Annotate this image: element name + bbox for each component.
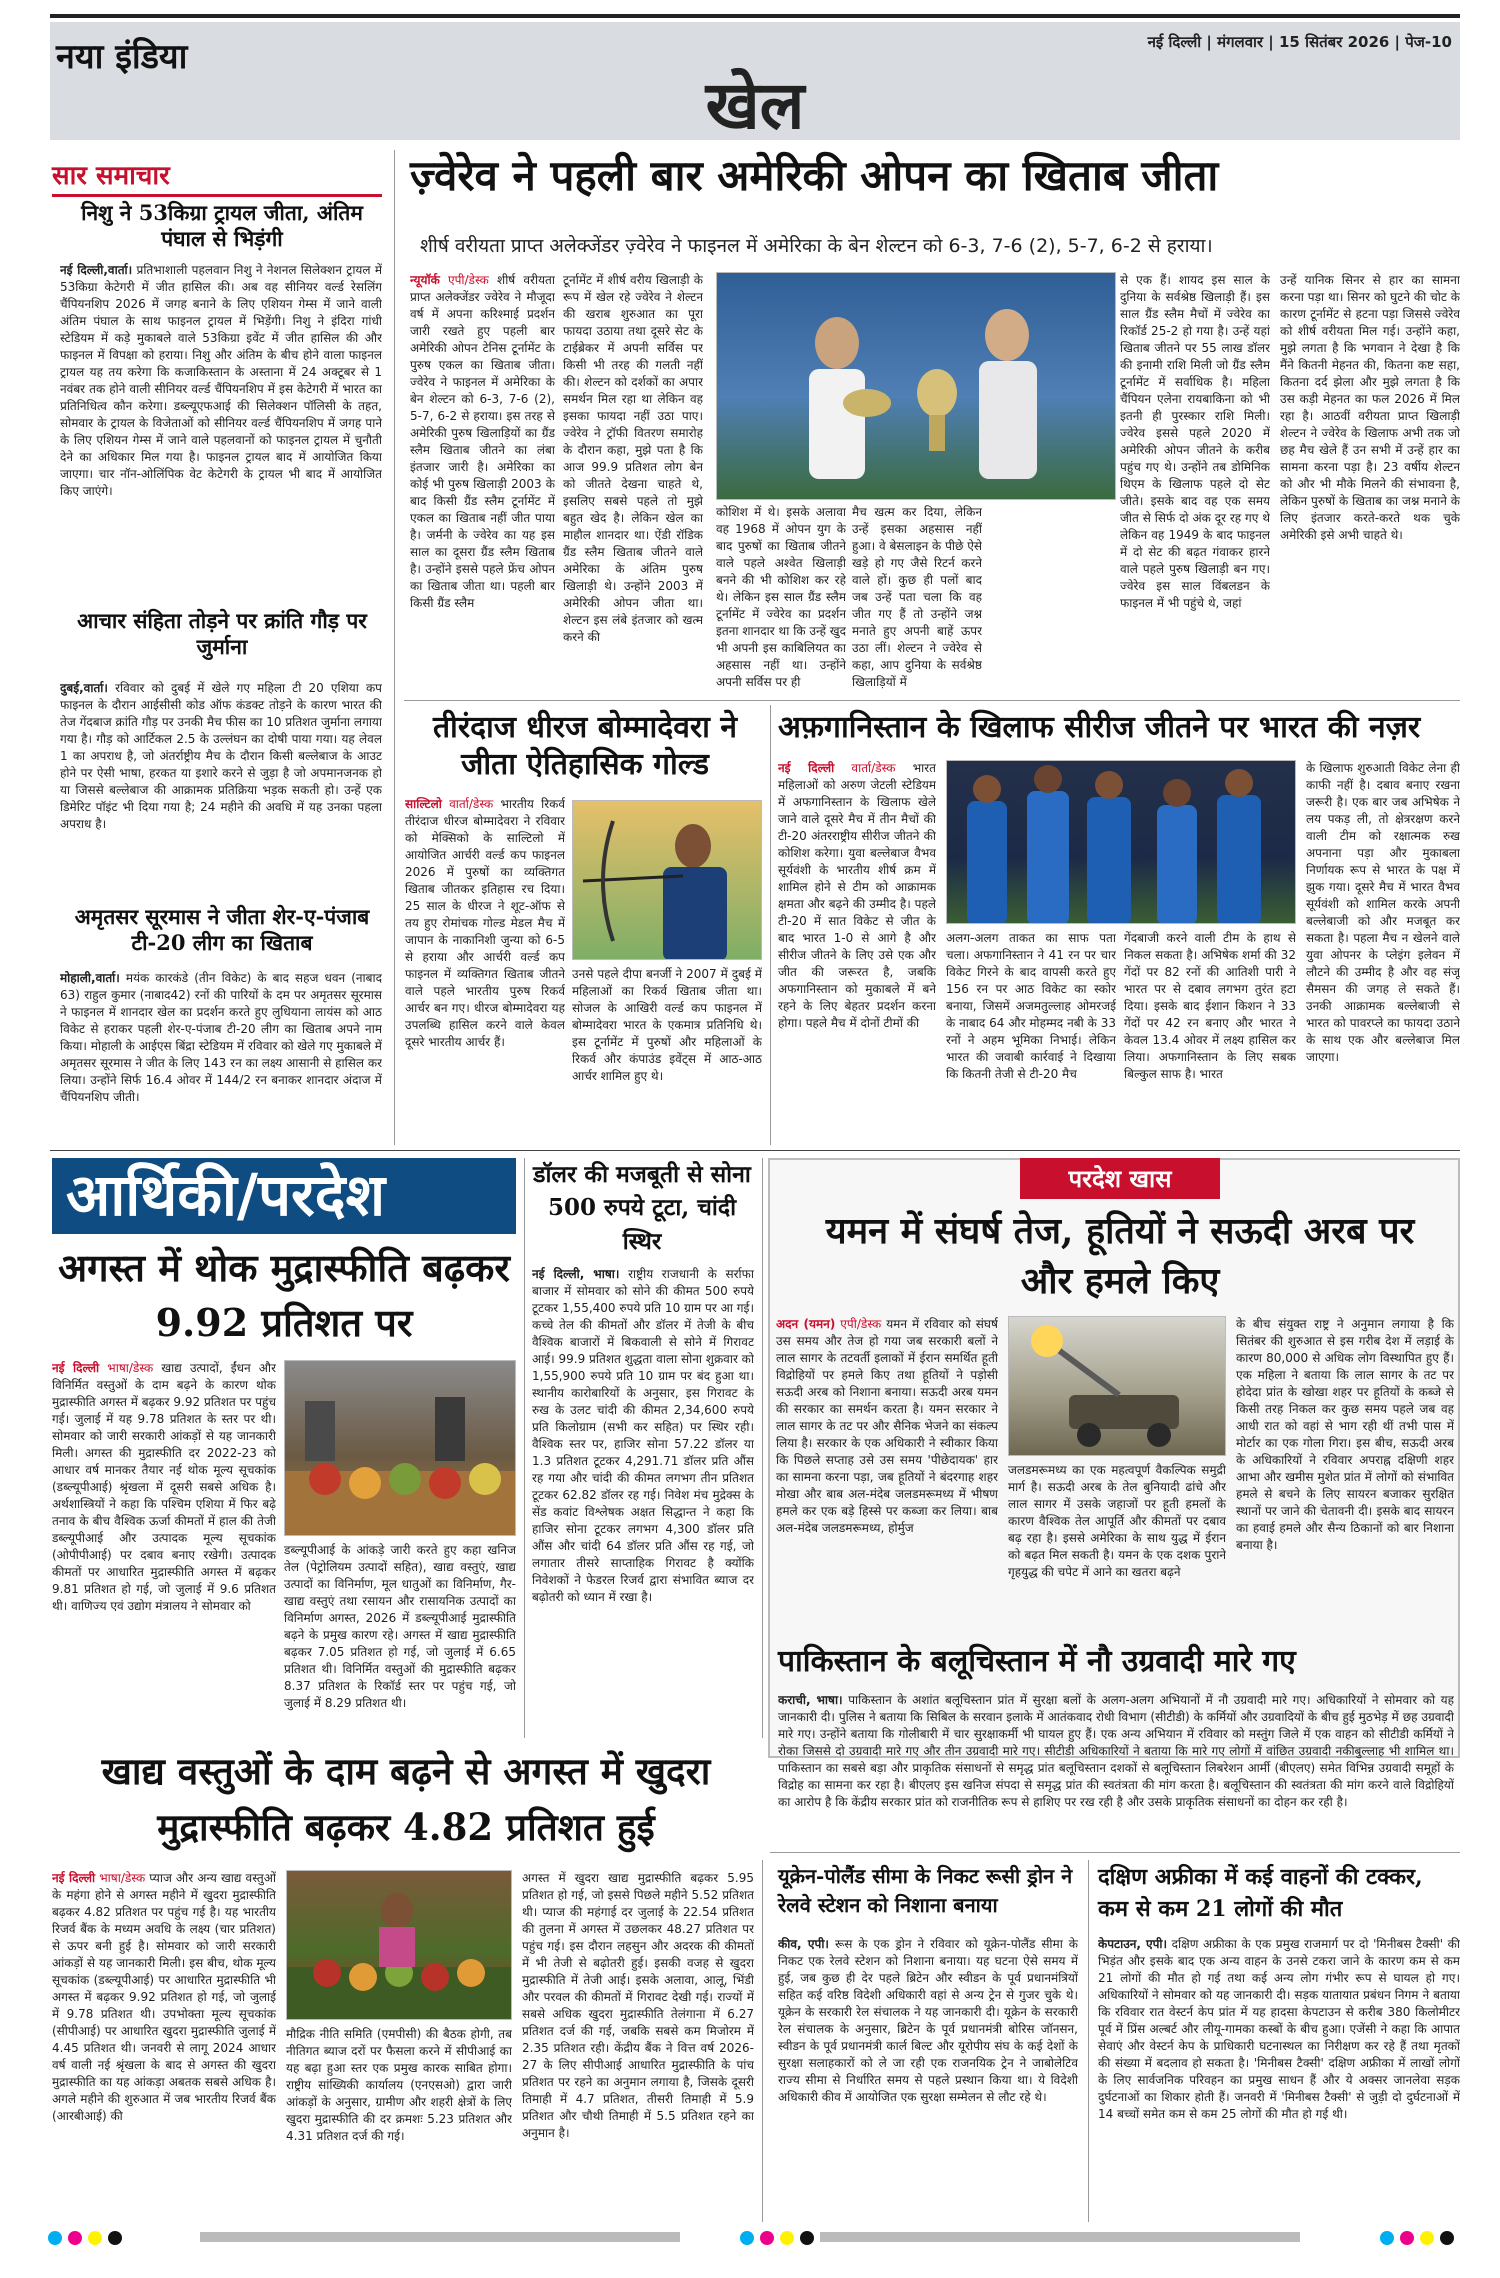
column-rule [394, 150, 395, 1145]
column-rule [762, 1158, 763, 1738]
yemen-col-3: के बीच संयुक्त राष्ट्र ने अनुमान लगाया है कि सितंबर की शुरुआत से इस गरीब देश में लड़ाई के कारण 80,000 से अधिक लोग विस्थापित हुए हैं। एक महिला ने बताया कि लाल सागर के तट पर होदेदा प्रांत के खोखा शहर पर हूतियों के कब्जे से किसी तरह निकल कर कुछ समय पहले जब वह आधी रात को वहां से भाग रही थीं तभी पास में मोर्टार का एक गोला गिरा। इस बीच, सऊदी अरब के अधिकारियों ने रविवार अपराह्न दक्षिणी शहर आभा और खमीस मुशेत प्रांत में लोगों को संभावित हमले से बचने के लिए सायरन बजाकर सुरक्षित स्थानों पर जाने की चेतावनी दी। इसके बाद सायरन का हवाई हमले और सैन्य ठिकानों को बार निशाना बनाया है। [1236, 1317, 1454, 1552]
cricket-team-image [947, 761, 1296, 924]
column-rule [762, 1860, 763, 2222]
footer-bar-right [820, 2232, 1300, 2242]
cpi-col-2: मौद्रिक नीति समिति (एमपीसी) की बैठक होगी, तब नीतिगत ब्याज दरों पर फैसला करने में सीपीआई का यह बढ़ा हुआ स्तर एक प्रमुख कारक साबित होगा। राष्ट्रीय सांख्यिकी कार्यालय (एनएसओ) द्वारा जारी आंकड़ों के अनुसार, ग्रामीण और शहरी क्षेत्रों के लिए खुदरा मुद्रास्फीति की दर क्रमशः 5.23 प्रतिशत और 4.31 प्रतिशत दर्ज की गई। [286, 2027, 512, 2143]
wpi-col-2: डब्ल्यूपीआई के आंकड़े जारी करते हुए कहा खनिज तेल (पेट्रोलियम उत्पादों सहित), खाद्य वस्तुएं, खाद्य उत्पादों का विनिर्माण, मूल धातुओं का विनिर्माण, गैर-खाद्य वस्तुएं तथा रसायन और रासायनिक उत्पादों का विनिर्माण अगस्त, 2026 में डब्ल्यूपीआई मुद्रास्फीति बढ़ने के प्रमुख कारण रहे। अगस्त में खाद्य मुद्रास्फीति बढ़कर 7.05 प्रतिशत हो गई, जो जुलाई में 6.65 प्रतिशत थी। विनिर्मित वस्तुओं की मुद्रास्फीति बढ़कर 8.37 प्रतिशत के रिकॉर्ड स्तर पर पहुंच गई, जो जुलाई में 8.29 प्रतिशत थी। [284, 1543, 516, 1710]
story-body: भारत महिलाओं को अरुण जेटली स्टेडियम में अफगानिस्तान के खिलाफ खेले जाने वाले दूसरे मैच में तीन मैचों की टी-20 अंतरराष्ट्रीय सीरीज जीतने की कोशिश करेगा। युवा बल्लेबाज वैभव सूर्यवंशी के भारतीय शीर्ष क्रम में शामिल होने से टीम को आक्रामक क्षमता और बढ़ने की उम्मीद है। पहले टी-20 में सात विकेट से जीत के बाद भारत 1-0 से आगे है और सीरीज जीतने के लिए उसे एक और जीत की जरूरत है, जबकि अफगानिस्तान को मुकाबले में बने रहने के लिए बेहतर प्रदर्शन करना होगा। पहले मैच में दोनों टीमों की [778, 761, 936, 1030]
pardesh-label: परदेश खास [1020, 1158, 1220, 1199]
dateline: कीव, एपी। [778, 1937, 829, 1951]
afghan-col-3: गेंदबाजी करने वाली टीम के हाथ से निकल सकता है। अभिषेक शर्मा की 32 गेंदों पर 82 रनों की आतिशी पारी ने भारत पर से दबाव लगभग तुरंत हटा दिया। इसके बाद ईशान किशन ने 33 गेंदों पर 42 रन बनाए और भारत ने केवल 13.4 ओवर में लक्ष्य हासिल कर लिया। अफगानिस्तान के लिए सबक बिल्कुल साफ है। भारत [1124, 931, 1296, 1081]
yemen-photo [1008, 1316, 1226, 1456]
agency: एपी/डेस्क [840, 1317, 882, 1331]
zverev-col-6: उन्हें यानिक सिनर से हार का सामना करना पड़ा था। सिनर को घुटने की चोट के कारण टूर्नामेंट से हटना पड़ा जिससे ज्वेरेव को शीर्ष वरीयता मिल गई। उन्होंने कहा, मुझे लगता है कि भगवान ने देखा है कि मैंने कितनी मेहनत की, कितना कष्ट सहा, कितना दर्द झेला और मुझे लगता है कि उस कड़ी मेहनत का फल 2026 में मिल रहा है। आठवीं वरीयता प्राप्त खिलाड़ी शेल्टन ने ज्वेरेव के खिलाफ अभी तक जो छह मैच खेले हैं उन सभी में उन्हें हार का सामना करना पड़ा है। 23 वर्षीय शेल्टन को और भी मौके मिलने की संभावना है, लेकिन पुरुषों के खिताब का जश्न मनाने के लिए इंतजार करते-करते थक चुके अमेरिकी इसे अभी चाहते थे। [1280, 273, 1460, 542]
gold-headline: डॉलर की मजबूती से सोना 500 रुपये टूटा, चांदी स्थिर [533, 1161, 751, 1255]
sar-samachar [52, 156, 382, 197]
registration-dot-black [1440, 2231, 1454, 2245]
zverev-headline: ज़्वेरेव ने पहली बार अमेरिकी ओपन का खिताब जीता [410, 151, 1219, 200]
story-body: दक्षिण अफ्रीका के एक प्रमुख राजमार्ग पर दो 'मिनीबस टैक्सी' की भिड़ंत और इसके बाद एक अन्य वाहन के उनसे टकरा जाने के कारण कम से कम 21 लोगों की मौत हो गई तथा कई अन्य लोग गंभीर रूप से घायल हो गए। अधिकारियों ने सोमवार को यह जानकारी दी। सड़क यातायात प्रबंधन निगम ने बताया कि रविवार रात वेस्टर्न केप प्रांत में यह हादसा केपटाउन से करीब 380 किलोमीटर पूर्व में प्रिंस अल्बर्ट और लीयू-गामका कस्बों के बीच हुआ। एजेंसी ने कहा कि आपात सेवाएं और वेस्टर्न केप के प्राधिकारी घटनास्थल का निरीक्षण कर रहे हैं तथा मृतकों की संख्या में बदलाव हो सकता है। 'मिनीबस टैक्सी' दक्षिण अफ्रीका में लाखों लोगों के लिए सार्वजनिक परिवहन का प्रमुख साधन हैं और ये अक्सर जानलेवा सड़क दुर्घटनाओं का शिकार होती हैं। जनवरी में 'मिनीबस टैक्सी' से जुड़ी दो दुर्घटनाओं में 14 बच्चों समेत कम से कम 25 लोगों की मौत हो गई थी। [1098, 1937, 1460, 2121]
pak-story [778, 1692, 1454, 1844]
rocket-launch-image [1009, 1317, 1226, 1456]
afghan-col-4: के खिलाफ शुरुआती विकेट लेना ही काफी नहीं है। दबाव बनाए रखना जरूरी है। एक बार जब अभिषेक ने लय पकड़ ली, तो क्षेत्ररक्षण करने वाली टीम को रक्षात्मक रुख अपनाना पड़ा और मुकाबला निर्णायक रूप से भारत के पक्ष में झुक गया। दूसरे मैच में भारत वैभव सूर्यवंशी को शामिल करके अपनी बल्लेबाजी को और मजबूत कर सकता है। पहला मैच न खेलने वाले युवा ओपनर के प्लेइंग इलेवन में लौटने की उम्मीद है और वह संजू सैमसन की जगह ले सकते हैं। उनकी आक्रामक बल्लेबाजी से भारत को पावरप्ले का फायदा उठाने के साथ एक और बल्लेबाज मिल जाएगा। [1306, 761, 1460, 1064]
section-title: खेल [705, 66, 805, 144]
registration-dot-cyan [48, 2231, 62, 2245]
dateline: नई दिल्ली [778, 761, 835, 775]
ukraine-headline: यूक्रेन-पोलैंड सीमा के निकट रूसी ड्रोन ने रेलवे स्टेशन को निशाना बनाया [778, 1864, 1073, 1917]
sa-story [1098, 1936, 1460, 2220]
ukraine-story [778, 1936, 1078, 2220]
archer-image [573, 801, 762, 960]
zverev-col-2: टूर्नामेंट में शीर्ष वरीय खिलाड़ी के रूप में खेल रहे ज्वेरेव ने शेल्टन की खराब शुरुआत का पूरा फायदा उठाया तथा दूसरे सेट के टाईब्रेकर में अपनी सर्विस पर किसी भी तरह की गलती नहीं की। शेल्टन को दर्शकों का अपार समर्थन मिल रहा था लेकिन वह इसका फायदा नहीं उठा पाए। ज्वेरेव ने ट्रॉफी वितरण समारोह के दौरान कहा, मुझे पता है कि आज 99.9 प्रतिशत लोग बेन को जीतते देखना चाहते थे, इसलिए सबसे पहले तो मुझे बहुत खेद है। लेकिन खेल का माहौल शानदार था। ऐंडी रॉडिक ग्रैंड स्लैम खिताब जीतने वाले अमेरिका के अंतिम पुरुष खिलाड़ी थे। उन्होंने 2003 में अमेरिकी ओपन जीता था। शेल्टन इस लंबे इंतजार को खत्म करने की [563, 273, 703, 644]
registration-dot-cyan [1380, 2231, 1394, 2245]
edition-meta: नई दिल्ली | मंगलवार | 15 सितंबर 2026 | पेज-10 [1147, 33, 1452, 51]
dateline: नई दिल्ली, भाषा। [532, 1267, 620, 1281]
arthiki-label: आर्थिकी/परदेश [52, 1158, 516, 1234]
registration-dot-magenta [1400, 2231, 1414, 2245]
yemen-col-1 [776, 1316, 998, 1636]
dateline: न्यूयॉर्क [410, 273, 440, 287]
cpi-col-1 [52, 1870, 276, 2220]
dateline: नई दिल्ली,वार्ता। [60, 263, 133, 277]
story-body: शीर्ष वरीयता प्राप्त अलेक्जेंडर ज्वेरेव ने मौजूदा वर्ष में अपना करिश्माई प्रदर्शन जारी रखते हुए पहली बार अमेरिकी ओपन टेनिस टूर्नामेंट के पुरुष एकल का खिताब जीता।ज्वेरेव ने फाइनल में अमेरिका के बेन शेल्टन को 6-3, 7-6 (2), 5-7, 6-2 से हराया। इस तरह से अमेरिकी पुरुष खिलाड़ियों का ग्रैंड स्लैम खिताब जीतने का लंबा इंतजार जारी है। अमेरिका का कोई भी पुरुष खिलाड़ी 2003 के बाद किसी ग्रैंड स्लैम टूर्नामेंट में एकल का खिताब नहीं जीत पाया है। जर्मनी के ज्वेरेव का यह इस साल का दूसरा ग्रैंड स्लैम खिताब है। उन्होंने इससे पहले फ्रेंच ओपन का खिताब जीता था। पहली बार किसी ग्रैंड स्लैम [410, 273, 555, 610]
registration-dot-magenta [68, 2231, 82, 2245]
zverev-col-3: कोशिश में थे। इसके अलावा वह 1968 में ओपन युग के बाद पुरुषों का खिताब जीतने वाले पहले अश्वेत खिलाड़ी बनने की भी कोशिश कर रहे थे। लेकिन इस साल ग्रैंड स्लैम टूर्नामेंट में ज्वेरेव का प्रदर्शन इतना शानदार था कि उन्हें खुद भी अपनी इस काबिलियत का अहसास नहीं था। उन्होंने अपनी सर्विस पर ही [716, 505, 846, 689]
vegetable-market-image [285, 1361, 516, 1536]
dateline: कराची, भाषा। [778, 1693, 843, 1707]
section-rule [50, 1150, 1460, 1151]
dateline: अदन (यमन) [776, 1317, 836, 1331]
story-body: रविवार को दुबई में खेले गए महिला टी 20 एशिया कप फाइनल के दौरान आईसीसी कोड ऑफ कंडक्ट तोड़ने के कारण भारत की तेज गेंदबाज क्रांति गौड़ पर उनकी मैच फीस का 10 प्रतिशत जुर्माना लगाया गया है। गौड़ को आर्टिकल 2.5 के उल्लंघन का दोषी पाया गया। यह लेवल 1 का अपराध है, जो अंतर्राष्ट्रीय मैच के दौरान किसी बल्लेबाज के आउट होने पर ऐसी भाषा, हरकत या इशारे करने से जुड़ा है जो अपमानजनक हो या जिससे बल्लेबाज की आक्रामक प्रतिक्रिया भड़क सकती हो। उन्हें एक डिमेरिट पॉइंट भी दिया गया है; 24 महीने की अवधि में यह उनका पहला अपराध है। [60, 681, 382, 831]
story-body: पाकिस्तान के अशांत बलूचिस्तान प्रांत में सुरक्षा बलों के अलग-अलग अभियानों में नौ उग्रवादी मारे गए। अधिकारियों ने सोमवार को यह जानकारी दी। पुलिस ने बताया कि सिबिल के सरवान इलाके में आतंकवाद रोधी विभाग (सीटीडी) के कर्मियों और उग्रवादियों के बीच हुई मुठभेड़ में छह उग्रवादी मारे गए। उन्होंने बताया कि गोलीबारी में चार सुरक्षाकर्मी भी घायल हुए हैं। एक अन्य अभियान में रविवार को मस्तुंग जिले में एक वाहन को सीटीडी कर्मियों ने रोका जिससे दो उग्रवादी मारे गए और तीन उग्रवादी मारे गए। सीटीडी अधिकारियों ने बताया कि मारे गए लोगों में वांछित उग्रवादी नकीबुल्लाह भी शामिल था। पाकिस्तान का सबसे बड़ा और प्राकृतिक संसाधनों से समृद्ध प्रांत बलूचिस्तान दशकों से बलूचिस्तान लिबरेशन आर्मी (बीएलए) समेत विभिन्न उग्रवादी समूहों के विद्रोह का सामना कर रहा है। बीएलए इस खनिज संपदा से समृद्ध प्रांत की स्वतंत्रता की मांग करता है। बलूचिस्तान की स्वतंत्रता की मांग करने वाले विद्रोहियों का आरोप है कि केंद्रीय सरकार प्रांत को राजनीतिक रूप से हाशिए पर रख रही है और उसके प्राकृतिक संसाधनों का दोहन कर रही है। [778, 1693, 1454, 1809]
wpi-headline: अगस्त में थोक मुद्रास्फीति बढ़कर 9.92 प्रतिशत पर [58, 1245, 510, 1346]
agency: भाषा/डेस्क [99, 1871, 146, 1885]
sar-story-2 [60, 680, 382, 902]
gold-story [532, 1266, 754, 1738]
column-rule [524, 1158, 525, 1738]
sar-headline-3: अमृतसर सूरमास ने जीता शेर-ए-पंजाब टी-20 लीग का खिताब [74, 904, 370, 955]
story-body: भारतीय रिकर्व तीरंदाज धीरज बोम्मादेवरा ने रविवार को मेक्सिको के साल्टिलो में आयोजित आर्चरी वर्ल्ड कप फाइनल 2026 में पुरुषों का व्यक्तिगत खिताब जीतकर इतिहास रच दिया। 25 साल के धीरज ने शूट-ऑफ से तय हुए रोमांचक गोल्ड मेडल मैच में जापान के नाकानिशी जुन्या को 6-5 से हराया और आर्चरी वर्ल्ड कप फाइनल में व्यक्तिगत खिताब जीतने वाले पहले भारतीय पुरुष रिकर्व आर्चर बन गए। धीरज बोम्मादेवरा यह उपलब्धि हासिल करने वाले केवल दूसरे भारतीय आर्चर हैं। [405, 797, 565, 1049]
story-body: यमन में रविवार को संघर्ष उस समय और तेज हो गया जब सरकारी बलों ने लाल सागर के तटवर्ती इलाकों में ईरान समर्थित हूती विद्रोहियों पर हमले किए तथा हूतियों ने पड़ोसी सऊदी अरब को निशाना बनाया। सऊदी अरब यमन की सरकार का समर्थन करता है। यमन सरकार ने लाल सागर के तट पर और सैनिक भेजने का संकल्प लिया है। सरकार के एक अधिकारी ने स्वीकार किया कि पिछले सप्ताह उसे उस समय 'पीछेदायक' हार का सामना करना पड़ा, जब हूतियों ने बंदरगाह शहर मोखा और बाब अल-मंदेब जलडमरूमध्य में भीषण हमले कर एक बड़े हिस्से पर कब्जा कर लिया। बाब अल-मंदेब जलडमरूमध्य, होर्मुज [776, 1317, 998, 1535]
afghan-headline: अफ़गानिस्तान के खिलाफ सीरीज जीतने पर भारत की नज़र [778, 710, 1421, 745]
afghan-col-1 [778, 760, 936, 1144]
agency: भाषा/डेस्क [107, 1361, 154, 1375]
archery-col-2: उनसे पहले दीपा बनर्जी ने 2007 में दुबई में महिलाओं का रिकर्व खिताब जीता था। सोजल के आखिरी वर्ल्ड कप फाइनल में बोम्मादेवरा भारत के एकमात्र प्रतिनिधि थे। इस टूर्नामेंट में पुरुषों और महिलाओं के रिकर्व और कंपाउंड इवेंट्स में आठ-आठ आर्चर शामिल हुए थे। [572, 967, 762, 1083]
dateline: नई दिल्ली [52, 1361, 100, 1375]
afghan-col-2: अलग-अलग ताकत का साफ पता चला। अफगानिस्तान ने 41 रन पर चार विकेट गिरने के बाद वापसी करते हुए 156 रन पर आठ विकेट का स्कोर बनाया, जिसमें अजमतुल्लाह ओमरजई के नाबाद 64 और मोहम्मद नबी के 33 रनों ने अहम भूमिका निभाई। लेकिन भारत की जवाबी कार्रवाई ने दिखाया कि कितनी तेजी से टी-20 मैच [946, 931, 1116, 1081]
dateline: केपटाउन, एपी। [1098, 1937, 1168, 1951]
newspaper-logo: नया इंडिया [56, 37, 188, 77]
zverev-photo [716, 272, 1116, 500]
story-body: रूस के एक ड्रोन ने रविवार को यूक्रेन-पोलैंड सीमा के निकट एक रेलवे स्टेशन को निशाना बनाया। यह घटना ऐसे समय में हुई, जब कुछ ही देर पहले ब्रिटेन और स्वीडन के पूर्व प्रधानमंत्रियों सहित कई वरिष्ठ विदेशी अधिकारी वहां से अन्य ट्रेन से गुजर चुके थे। यूक्रेन के सरकारी रेल संचालक ने यह जानकारी दी। यूक्रेन के सरकारी रेल संचालक के अनुसार, ब्रिटेन के पूर्व प्रधानमंत्री बोरिस जॉनसन, स्वीडन के पूर्व प्रधानमंत्री कार्ल बिल्ट और यूरोपीय संघ के कई देशों के सुरक्षा सलाहकारों को ले जा रही एक राजनयिक ट्रेन ने जाबोलेटिव राज्य सीमा से निर्धारित समय से पहले प्रस्थान किया था। ये विदेशी अधिकारी कीव में आयोजित एक सुरक्षा सम्मेलन से लौट रहे थे। [778, 1937, 1078, 2104]
cricket-photo [946, 760, 1296, 924]
zverev-col-1 [410, 272, 555, 694]
sar-headline-1: निशु ने 53किग्रा ट्रायल जीता, अंतिम पंघाल से भिड़ंगी [81, 200, 363, 251]
sar-label: सार समाचार [52, 156, 382, 197]
zverev-deck: शीर्ष वरीयता प्राप्त अलेक्जेंडर ज़्वेरेव ने फाइनल में अमेरिका के बेन शेल्टन को 6-3, 7-6 (2), 5-7, 6-2 से हराया। [420, 235, 1213, 257]
registration-dot-yellow [88, 2231, 102, 2245]
agency: वार्ता/डेस्क [851, 761, 896, 775]
pak-headline: पाकिस्तान के बलूचिस्तान में नौ उग्रवादी मारे गए [778, 1644, 1296, 1679]
story-body: खाद्य उत्पादों, ईंधन और विनिर्मित वस्तुओं के दाम बढ़ने के कारण थोक मुद्रास्फीति अगस्त में बढ़कर 9.92 प्रतिशत पर पहुंच गई। जुलाई में यह 9.78 प्रतिशत के स्तर पर थी। सोमवार को जारी सरकारी आंकड़ों से यह जानकारी मिली। अगस्त की मुद्रास्फीति दर 2022-23 को आधार वर्ष मानकर तैयार नई थोक मूल्य सूचकांक (डब्ल्यूपीआई) श्रृंखला में दूसरी सबसे अधिक है। अर्थशास्त्रियों ने कहा कि पश्चिम एशिया में फिर बढ़े तनाव के बीच वैश्विक ऊर्जा कीमतों में हाल की तेजी डब्ल्यूपीआई और उत्पादक मूल्य सूचकांक (ओपीपीआई) पर दबाव बनाए रखेगी। उत्पादक कीमतों पर आधारित मुद्रास्फीति अगस्त में बढ़कर 9.81 प्रतिशत हो गई, जो जुलाई में 9.6 प्रतिशत थी। वाणिज्य एवं उद्योग मंत्रालय ने सोमवार को [52, 1361, 276, 1613]
registration-dot-black [108, 2231, 122, 2245]
column-rule [770, 705, 771, 1145]
story-body: प्याज और अन्य खाद्य वस्तुओं के महंगा होने से अगस्त महीने में खुदरा मुद्रास्फीति बढ़कर 4.82 प्रतिशत पर पहुंच गई है। यह भारतीय रिजर्व बैंक के मध्यम अवधि के लक्ष्य (चार प्रतिशत) से ऊपर बनी हुई है। सोमवार को जारी सरकारी आंकड़ों से यह जानकारी मिली। इस बीच, थोक मूल्य सूचकांक (डब्ल्यूपीआई) पर आधारित मुद्रास्फीति भी अगस्त में बढ़कर 9.92 प्रतिशत हो गई, जो जुलाई में 9.78 प्रतिशत थी। उपभोक्ता मूल्य सूचकांक (सीपीआई) पर आधारित खुदरा मुद्रास्फीति जुलाई में 4.45 प्रतिशत थी। जनवरी से लागू 2024 आधार वर्ष वाली नई श्रृंखला के बाद से अगस्त की खुदरा मुद्रास्फीति का यह आंकड़ा अबतक सबसे अधिक है। अगले महीने की शुरुआत में जब भारतीय रिजर्व बैंक (आरबीआई) की [52, 1871, 276, 2123]
registration-dot-magenta [760, 2231, 774, 2245]
registration-dot-black [800, 2231, 814, 2245]
story-body: प्रतिभाशाली पहलवान निशु ने नेशनल सिलेक्शन ट्रायल में 53किग्रा केटेगरी में जीत हासिल की। अब वह सीनियर वर्ल्ड रेसलिंग चैंपियनशिप 2026 में जगह बनाने के लिए एशियन गेम्स में जाने वाली अंतिम पंघाल के साथ फाइनल ट्रायल में भिड़ेंगी। निशु ने इंदिरा गांधी स्टेडियम में कड़े मुकाबले वाले 53किग्रा इवेंट में जीत हासिल की और फाइनल में विपक्षा को हराया। निशु और अंतिम के बीच होने वाला फाइनल ट्रायल यह तय करेगा कि कजाकिस्तान के अस्ताना में 24 अक्टूबर से 1 नवंबर तक होने वाली सीनियर वर्ल्ड चैंपियनशिप में इस केटेगरी में भारत का प्रतिनिधित्व कौन करेगा। डब्ल्यूएफआई की सिलेक्शन पॉलिसी के तहत, सोमवार के ट्रायल के विजेताओं को सीनियर वर्ल्ड चैंपियनशिप में जगह पाने के लिए एशियन गेम्स में जाने वाले पहलवानों को फाइनल ट्रायल में चुनौती देने का अधिकार मिल गया है। फाइनल ट्रायल बाद में आयोजित किया जाएगा। चार नॉन-ओलिंपिक वेट केटेगरी के ट्रायल भी बाद में आयोजित किए जाएंगे। [60, 263, 382, 498]
vegetable-photo [286, 1870, 512, 2020]
archery-headline: तीरंदाज धीरज बोम्मादेवरा ने जीता ऐतिहासिक गोल्ड [432, 710, 738, 782]
sar-story-1 [60, 262, 382, 606]
story-body: मयंक कारकंडे (तीन विकेट) के बाद सहज धवन (नाबाद 63) राहुल कुमार (नाबाद42) रनों की पारियों के दम पर अमृतसर सूरमास ने फाइनल में शानदार खेल का प्रदर्शन करते हुए लुधियाना लायंस को आठ विकेट से हराकर पहली शेर-ए-पंजाब टी-20 लीग का खिताब अपने नाम किया। मोहाली के आईएस बिंद्रा स्टेडियम में रविवार को खेले गए मुकाबले में अमृतसर सूरमास ने जीत के लिए 143 रन का लक्ष्य आसानी से हासिल कर लिया। उन्होंने सिर्फ 16.4 ओवर में 144/2 रन बनाकर शानदार अंदाज में चैंपियनशिप जीती। [60, 971, 382, 1104]
wpi-col-1 [52, 1360, 276, 1738]
sar-story-3 [60, 970, 382, 1144]
story-body: राष्ट्रीय राजधानी के सर्राफा बाजार में सोमवार को सोने की कीमत 500 रुपये टूटकर 1,55,400 रुपये प्रति 10 ग्राम पर आ गई। कच्चे तेल की कीमतों और डॉलर में तेजी के बीच वैश्विक बाजारों में बिकवाली से सोने में गिरावट आई। 99.9 प्रतिशत शुद्धता वाला सोना शुक्रवार को 1,55,900 रुपये प्रति 10 ग्राम पर बंद हुआ था। स्थानीय कारोबारियों के अनुसार, इस गिरावट के रुख के उलट चांदी की कीमत 2,34,600 रुपये प्रति किलोग्राम (सभी कर सहित) पर स्थिर रही। वैश्विक स्तर पर, हाजिर सोना 57.22 डॉलर या 1.3 प्रतिशत टूटकर 4,291.71 डॉलर प्रति औंस रह गया और चांदी की कीमत लगभग तीन प्रतिशत टूटकर 62.82 डॉलर रह गई। निवेश मंच मुद्रेक्स के सेंड कवांट विश्लेषक अक्षत सिद्धान्त ने कहा कि हाजिर सोना टूटकर लगभग 4,300 डॉलर प्रति औंस और चांदी 64 डॉलर प्रति औंस रह गई, जो लगातार तीसरे साप्ताहिक गिरावट है क्योंकि निवेशकों ने फेडरल रिजर्व द्वारा संभावित ब्याज दर बढ़ोतरी को ध्यान में रखा है। [532, 1267, 754, 1604]
footer-bar-left [200, 2232, 680, 2242]
dateline: मोहाली,वार्ता। [60, 971, 120, 985]
archery-col-1 [405, 796, 565, 1142]
masthead [50, 14, 1460, 144]
dateline: साल्टिलो [405, 797, 442, 811]
sa-headline: दक्षिण अफ्रीका में कई वाहनों की टक्कर, कम से कम 21 लोगों की मौत [1098, 1864, 1423, 1922]
registration-dot-yellow [780, 2231, 794, 2245]
zverev-col-5: से एक हैं। शायद इस साल के दुनिया के सर्वश्रेष्ठ खिलाड़ी हैं। इस साल ग्रैंड स्लैम मैचों में ज्वेरेव का रिकॉर्ड 25-2 हो गया है। उन्हें यहां खिताब जीतने पर 55 लाख डॉलर की इनामी राशि मिली जो ग्रैंड स्लैम टूर्नामेंट में सर्वाधिक है। महिला चैंपियन एलेना रायबाकिना को भी इतनी ही पुरस्कार राशि मिली। ज्वेरेव इससे पहले 2020 में अमेरिकी ओपन जीतने के करीब पहुंच गए थे। उन्होंने तब डोमिनिक थिएम के खिलाफ पहले दो सेट जीते। इसके बाद वह एक समय जीत से सिर्फ दो अंक दूर रह गए थे लेकिन वह 1949 के बाद फाइनल में दो सेट की बढ़त गंवाकर हारने वाले पहले पुरुष खिलाड़ी बन गए। ज्वेरेव इस साल विंबलडन के फाइनल में भी पहुंचे थे, जहां [1120, 273, 1270, 610]
agency: एपी/डेस्क [447, 273, 489, 287]
zverev-col-4: मैच खत्म कर दिया, लेकिन उन्हें इसका अहसास नहीं हुआ। वे बेसलाइन के पीछे ऐसे खड़े हो गए जैसे रिटर्न करने वाले हों। कुछ ही पलों बाद जब उन्हें पता चला कि वह जीत गए हैं तो उन्होंने जश्न मनाते हुए अपनी बाहें ऊपर उठा लीं। शेल्टन ने ज्वेरेव से कहा, आप दुनिया के सर्वश्रेष्ठ खिलाड़ियों में [852, 505, 982, 689]
yemen-headline: यमन में संघर्ष तेज, हूतियों ने सऊदी अरब पर और हमले किए [825, 1210, 1415, 1303]
cpi-headline: खाद्य वस्तुओं के दाम बढ़ने से अगस्त में खुदरा मुद्रास्फीति बढ़कर 4.82 प्रतिशत हुई [101, 1749, 711, 1849]
vegetable-stall-image [287, 1871, 512, 2020]
registration-dot-cyan [740, 2231, 754, 2245]
section-rule [770, 1852, 1460, 1853]
tennis-players-image [717, 273, 1116, 500]
column-rule [1088, 1860, 1089, 2222]
dateline: दुबई,वार्ता। [60, 681, 108, 695]
yemen-col-2: जलडमरूमध्य का एक महत्वपूर्ण वैकल्पिक समुद्री मार्ग है। सऊदी अरब के तेल बुनियादी ढांचे और लाल सागर में उसके जहाजों पर हूती हमलों के कारण वैश्विक तेल आपूर्ति और कीमतों पर दबाव बढ़ रहा है। इससे अमेरिका के साथ युद्ध में ईरान को बढ़त मिल सकती है। यमन के एक दशक पुराने गृहयुद्ध की चपेट में आने का खतरा बढ़ने [1008, 1463, 1226, 1579]
agency: वार्ता/डेस्क [449, 797, 494, 811]
archer-photo [572, 800, 762, 960]
cpi-col-3: अगस्त में खुदरा खाद्य मुद्रास्फीति बढ़कर 5.95 प्रतिशत हो गई, जो इससे पिछले महीने 5.52 प्रतिशत थी। प्याज की महंगाई दर जुलाई के 22.54 प्रतिशत की तुलना में अगस्त में उछलकर 48.27 प्रतिशत पर पहुंच गई। इस दौरान लहसुन और अदरक की कीमतों में भी तेजी से बढ़ोतरी हुई। इसकी वजह से खुदरा मुद्रास्फीति में तेजी आई। इसके अलावा, आलू, भिंडी और परवल की कीमतों में गिरावट देखी गई। राज्यों में सबसे अधिक खुदरा मुद्रास्फीति तेलंगाना में 6.27 प्रतिशत दर्ज की गई, जबकि सबसे कम मिजोरम में 2.35 प्रतिशत रही। केंद्रीय बैंक ने वित्त वर्ष 2026-27 के लिए सीपीआई आधारित मुद्रास्फीति के पांच प्रतिशत पर रहने का अनुमान लगाया है, जिसके दूसरी तिमाही में 4.7 प्रतिशत, तीसरी तिमाही में 5.9 प्रतिशत और चौथी तिमाही में 5.5 प्रतिशत रहने का अनुमान है। [522, 1871, 754, 2140]
registration-dot-yellow [1420, 2231, 1434, 2245]
dateline: नई दिल्ली [52, 1871, 96, 1885]
sar-headline-2: आचार संहिता तोड़ने पर क्रांति गौड़ पर जुर्माना [77, 608, 367, 659]
market-photo [284, 1360, 516, 1536]
section-rule [404, 700, 1460, 701]
